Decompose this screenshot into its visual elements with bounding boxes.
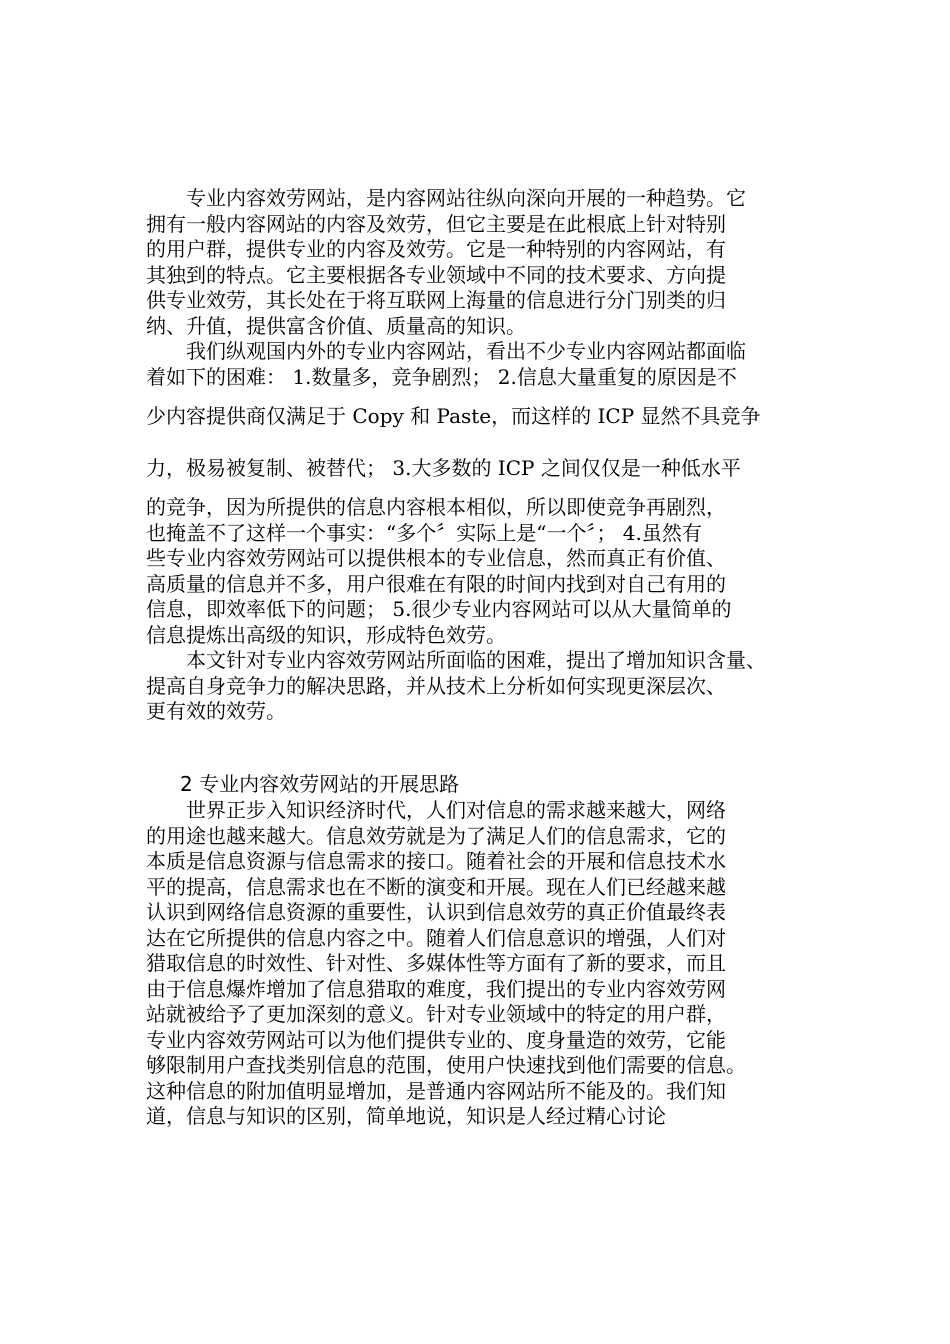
text-line: 认识到网络信息资源的重要性，认识到信息效劳的真正价值最终表 — [146, 900, 726, 924]
text-line: 的用途也越来越大。信息效劳就是为了满足人们的信息需求，它的 — [146, 823, 726, 848]
text-line: 的用户群，提供专业的内容及效劳。它是一种特别的内容网站，有 — [146, 237, 726, 261]
intro-paragraphs-top — [146, 186, 826, 390]
wide-line-2 — [146, 456, 826, 482]
text-line: 我们纵观国内外的专业内容网站，看出不少专业内容网站都面临 — [146, 339, 746, 363]
text-line: 平的提高，信息需求也在不断的演变和开展。现在人们已经越来越 — [146, 874, 726, 899]
section2-paragraph — [146, 798, 826, 1130]
text-line: 这种信息的附加值明显增加，是普通内容网站所不能及的。我们知 — [146, 1078, 726, 1103]
text-line: 高质量的信息并不多，用户很难在有限的时间内找到对自己有用的 — [146, 571, 726, 596]
text-line: 少内容提供商仅满足于 Copy 和 Paste，而这样的 ICP 显然不具竞争 — [146, 404, 761, 428]
text-line: 猎取信息的时效性、针对性、多媒体性等方面有了新的要求，而且 — [146, 951, 726, 975]
text-line: 供专业效劳，其长处在于将互联网上海量的信息进行分门别类的归 — [146, 288, 726, 312]
text-line: 提高自身竞争力的解决思路，并从技术上分析如何实现更深层次、 — [146, 673, 726, 698]
text-line: 专业内容效劳网站，是内容网站往纵向深向开展的一种趋势。它 — [146, 186, 746, 210]
text-line: 力，极易被复制、被替代； 3.大多数的 ICP 之间仅仅是一种低水平 — [146, 456, 741, 480]
text-line: 的竞争，因为所提供的信息内容根本相似，所以即使竞争再剧烈， — [146, 495, 726, 519]
text-line: 世界正步入知识经济时代，人们对信息的需求越来越大，网络 — [146, 798, 726, 822]
text-line: 道，信息与知识的区别，简单地说，知识是人经过精心讨论 — [146, 1104, 666, 1128]
text-line: 更有效的效劳。 — [146, 699, 286, 723]
text-line: 站就被给予了更加深刻的意义。针对专业领域中的特定的用户群， — [146, 1002, 726, 1026]
text-line: 本文针对专业内容效劳网站所面临的困难，提出了增加知识含量、 — [146, 648, 766, 672]
text-line: 本质是信息资源与信息需求的接口。随着社会的开展和信息技术水 — [146, 849, 726, 873]
intro-paragraphs-bottom — [146, 495, 826, 725]
text-line: 些专业内容效劳网站可以提供根本的专业信息，然而真正有价值、 — [146, 546, 726, 570]
text-line: 拥有一般内容网站的内容及效劳，但它主要是在此根底上针对特别 — [146, 211, 726, 236]
text-line: 由于信息爆炸增加了信息猎取的难度，我们提出的专业内容效劳网 — [146, 976, 726, 1001]
text-line: 信息提炼出高级的知识，形成特色效劳。 — [146, 622, 506, 647]
text-line: 信息，即效率低下的问题； 5.很少专业内容网站可以从大量简单的 — [146, 597, 732, 621]
text-line: 也掩盖不了这样一个事实：“多个〞实际上是“一个〞； 4.虽然有 — [146, 520, 702, 545]
text-line: 纳、升值，提供富含价值、质量高的知识。 — [146, 313, 526, 338]
section-heading: 2 专业内容效劳网站的开展思路 — [180, 772, 460, 796]
text-line: 专业内容效劳网站可以为他们提供专业的、度身量造的效劳，它能 — [146, 1027, 726, 1052]
text-line: 够限制用户查找类别信息的范围，使用户快速找到他们需要的信息。 — [146, 1053, 746, 1077]
text-line: 其独到的特点。它主要根据各专业领域中不同的技术要求、方向提 — [146, 262, 726, 287]
text-line: 着如下的困难： 1.数量多，竞争剧烈； 2.信息大量重复的原因是不 — [146, 364, 737, 389]
text-line: 达在它所提供的信息内容之中。随着人们信息意识的增强，人们对 — [146, 925, 726, 950]
wide-line-1 — [146, 404, 826, 430]
